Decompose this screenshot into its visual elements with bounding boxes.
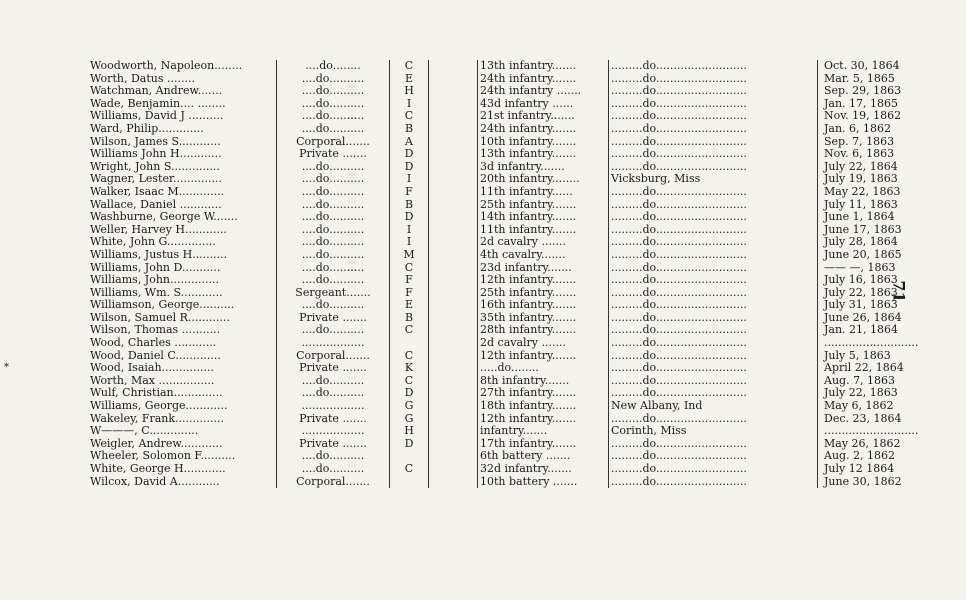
column-spacer [429,173,478,186]
soldier-name: Worth, Max ................ [90,374,215,387]
rank-cell: Private ....... [277,362,390,375]
rank-cell: ....do.......... [277,375,390,388]
regiment-cell: 20th infantry........ [480,173,580,186]
column-spacer [429,98,478,111]
rank-cell: Private ....... [277,413,390,426]
table-row [88,123,920,136]
regiment-cell: 25th infantry....... [480,198,577,211]
soldier-name: Worth, Datus ........ [90,72,195,85]
regiment-cell: 12th infantry....... [480,349,577,362]
company-cell: M [390,249,429,262]
column-spacer [429,476,478,489]
regiment-cell: 12th infantry....... [480,274,577,287]
date-cell: July 19, 1863 [824,173,898,186]
date-cell: —— —, 1863 [824,261,896,274]
table-row [88,199,920,212]
table-row [88,173,920,186]
company-cell: I [390,224,429,237]
rank-cell: Private ....... [277,438,390,451]
place-of-death-cell: Corinth, Miss [609,425,818,438]
column-spacer [429,350,478,363]
date-cell: May 6, 1862 [824,400,894,413]
regiment-cell: .....do........ [480,362,539,375]
roster-body [88,60,920,488]
soldier-name: White, George H............ [90,463,226,475]
place-of-death-cell: .........do.......................... [609,312,818,325]
column-spacer [429,199,478,212]
company-cell: E [390,73,429,86]
table-row [88,375,920,388]
place-of-death-cell: .........do.......................... [609,463,818,476]
regiment-cell: 24th infantry ....... [480,85,582,98]
rank-cell: Sergeant....... [277,287,390,300]
place-of-death-cell: .........do.......................... [609,123,818,136]
company-cell [390,450,429,463]
regiment-cell: 28th infantry....... [480,324,577,337]
column-spacer [429,438,478,451]
table-row [88,413,920,426]
soldier-name: Wood, Daniel C............. [90,349,221,362]
date-cell: July 12 1864 [824,463,895,475]
rank-cell: ....do.......... [277,161,390,174]
date-cell: Sep. 7, 1863 [824,135,895,148]
column-spacer [429,450,478,463]
company-cell: D [390,161,429,174]
date-cell: Aug. 2, 1862 [824,450,896,463]
table-row [88,148,920,161]
date-cell: April 22, 1864 [824,362,904,375]
table-row [88,299,920,312]
table-row [88,324,920,337]
table-row [88,362,920,375]
regiment-cell: 13th infantry....... [480,148,577,161]
regiment-cell: 35th infantry....... [480,311,577,324]
table-row [88,262,920,275]
place-of-death-cell: .........do.......................... [609,337,818,350]
place-of-death-cell: .........do.......................... [609,236,818,249]
column-spacer [429,299,478,312]
place-of-death-cell: .........do.......................... [609,98,818,111]
rank-cell: ....do.......... [277,123,390,136]
place-of-death-cell: .........do.......................... [609,476,818,489]
rank-cell: ....do.......... [277,224,390,237]
soldier-name: Wulf, Christian.............. [90,387,223,400]
place-of-death-cell: .........do.......................... [609,387,818,400]
rank-cell: ....do.......... [277,236,390,249]
table-row [88,463,920,476]
company-cell: B [390,199,429,212]
table-row [88,274,920,287]
company-cell: F [390,274,429,287]
column-spacer [429,60,478,73]
rank-cell: ....do.......... [277,262,390,275]
table-row [88,400,920,413]
rank-cell: Corporal....... [277,136,390,149]
rank-cell: Corporal....... [277,350,390,363]
regiment-cell: 18th infantry....... [480,400,577,413]
table-row [88,98,920,111]
rank-cell: ....do.......... [277,450,390,463]
rank-cell: ....do.......... [277,186,390,199]
place-of-death-cell: .........do.......................... [609,324,818,337]
column-spacer [429,337,478,350]
table-row [88,387,920,400]
date-cell: June 1, 1864 [824,211,895,224]
soldier-name: W———, C.............. [90,425,199,438]
company-cell: C [390,375,429,388]
place-of-death-cell: .........do.......................... [609,73,818,86]
rank-cell: Corporal....... [277,476,390,489]
table-row [88,136,920,149]
regiment-cell: 11th infantry....... [480,223,577,236]
rank-cell: ....do.......... [277,463,390,476]
company-cell: E [390,299,429,312]
regiment-cell: 6th battery ....... [480,450,571,463]
company-cell: D [390,148,429,161]
table-row [88,287,920,300]
column-spacer [429,274,478,287]
column-spacer [429,463,478,476]
company-cell: D [390,387,429,400]
place-of-death-cell: .........do.......................... [609,136,818,149]
date-cell: Jan. 17, 1865 [824,97,899,110]
table-row [88,161,920,174]
table-row [88,312,920,325]
company-cell: D [390,211,429,224]
regiment-cell: 10th infantry....... [480,135,577,148]
company-cell: K [390,362,429,375]
regiment-cell: 24th infantry....... [480,72,577,85]
column-spacer [429,123,478,136]
table-row [88,438,920,451]
place-of-death-cell: .........do.......................... [609,262,818,275]
soldier-name: Williams, George............ [90,400,228,413]
regiment-cell: 13th infantry....... [480,60,577,72]
date-cell: July 11, 1863 [824,198,898,211]
date-cell: July 16, 1863 [824,274,898,287]
column-spacer [429,110,478,123]
table-row [88,224,920,237]
column-spacer [429,387,478,400]
column-spacer [429,287,478,300]
soldier-name: Ward, Philip............. [90,122,204,135]
regiment-cell: 14th infantry....... [480,211,577,224]
regiment-cell: 23d infantry....... [480,261,572,274]
column-spacer [429,236,478,249]
soldier-name: Wilson, Thomas ........... [90,324,221,337]
regiment-cell: 11th infantry...... [480,185,573,198]
column-spacer [429,249,478,262]
page-number: 71 [889,280,909,303]
soldier-name: Wagner, Lester.............. [90,173,222,186]
soldier-name: Wheeler, Solomon F.......... [90,450,236,463]
soldier-name: Williams, Justus H.......... [90,248,228,261]
column-spacer [429,375,478,388]
date-cell: July 22, 1863 [824,286,898,299]
regiment-cell: infantry....... [480,425,548,438]
rank-cell: ....do.......... [277,199,390,212]
date-cell: July 28, 1864 [824,236,898,249]
date-cell: Sep. 29, 1863 [824,85,902,98]
rank-cell: ....do.......... [277,211,390,224]
place-of-death-cell: .........do.......................... [609,186,818,199]
regiment-cell: 17th infantry....... [480,437,577,450]
table-row [88,337,920,350]
company-cell: C [390,262,429,275]
soldier-name: Wilson, James S............ [90,135,221,148]
soldier-name: Williams, David J .......... [90,110,224,123]
place-of-death-cell: .........do.......................... [609,362,818,375]
regiment-cell: 3d infantry....... [480,160,565,173]
column-spacer [429,262,478,275]
place-of-death-cell: .........do.......................... [609,438,818,451]
company-cell: C [390,350,429,363]
column-spacer [429,324,478,337]
date-cell: ........................... [824,425,919,438]
company-cell: C [390,463,429,476]
soldier-name: Weigler, Andrew............ [90,437,223,450]
date-cell: July 31, 1863 [824,299,898,312]
regiment-cell: 24th infantry....... [480,122,577,135]
company-cell: A [390,136,429,149]
company-cell: I [390,98,429,111]
column-spacer [429,362,478,375]
soldier-name: Williams John H............ [90,148,222,161]
place-of-death-cell: .........do.......................... [609,211,818,224]
date-cell: July 22, 1864 [824,160,898,173]
table-row [88,350,920,363]
roster-table [88,60,920,488]
date-cell: Nov. 6, 1863 [824,148,895,161]
date-cell: Jan. 6, 1862 [824,122,892,135]
regiment-cell: 4th cavalry....... [480,248,566,261]
place-of-death-cell: .........do.......................... [609,375,818,388]
rank-cell: ....do.......... [277,299,390,312]
soldier-name: Weller, Harvey H............ [90,223,227,236]
date-cell: June 30, 1862 [824,475,902,488]
soldier-name: Woodworth, Napoleon........ [90,60,243,72]
place-of-death-cell: .........do.......................... [609,224,818,237]
column-spacer [429,425,478,438]
date-cell: ........................... [824,337,919,350]
soldier-name: Wakeley, Frank.............. [90,412,225,425]
soldier-name: Wright, John S.............. [90,160,220,173]
regiment-cell: 25th infantry....... [480,286,577,299]
regiment-cell: 32d infantry....... [480,463,572,475]
date-cell: Mar. 5, 1865 [824,72,895,85]
place-of-death-cell: .........do.......................... [609,249,818,262]
date-cell: Jan. 21, 1864 [824,324,899,337]
company-cell: I [390,236,429,249]
soldier-name: Wilcox, David A............ [90,475,220,488]
soldier-name: Watchman, Andrew....... [90,85,223,98]
soldier-name: Walker, Isaac M............. [90,185,225,198]
company-cell: H [390,425,429,438]
place-of-death-cell: .........do.......................... [609,450,818,463]
place-of-death-cell: .........do.......................... [609,110,818,123]
company-cell: F [390,186,429,199]
company-cell: C [390,110,429,123]
soldier-name: Williamson, George.......... [90,299,235,312]
soldier-name: Wood, Charles ............ [90,337,217,350]
regiment-cell: 2d cavalry ....... [480,337,566,350]
rank-cell: ....do.......... [277,73,390,86]
place-of-death-cell: .........do.......................... [609,287,818,300]
rank-cell: ....do.......... [277,85,390,98]
soldier-name: Wallace, Daniel ............ [90,198,222,211]
soldier-name: White, John G.............. [90,236,216,249]
regiment-cell: 12th infantry....... [480,412,577,425]
column-spacer [429,224,478,237]
date-cell: Aug. 7, 1863 [824,374,896,387]
table-row [88,211,920,224]
company-cell: G [390,413,429,426]
rank-cell: ....do.......... [277,173,390,186]
date-cell: May 22, 1863 [824,185,901,198]
soldier-name: Wood, Isaiah............... [90,362,214,375]
soldier-name: Williams, John.............. [90,274,219,287]
column-spacer [429,148,478,161]
rank-cell: ....do.......... [277,387,390,400]
company-cell: G [390,400,429,413]
column-spacer [429,400,478,413]
place-of-death-cell: .........do.......................... [609,413,818,426]
rank-cell: .................. [277,425,390,438]
rank-cell: ....do.......... [277,110,390,123]
company-cell: D [390,438,429,451]
column-spacer [429,73,478,86]
column-spacer [429,312,478,325]
place-of-death-cell: Vicksburg, Miss [609,173,818,186]
column-spacer [429,186,478,199]
date-cell: Oct. 30, 1864 [824,60,900,72]
date-cell: June 20, 1865 [824,248,902,261]
rank-cell: Private ....... [277,312,390,325]
date-cell: June 17, 1863 [824,223,902,236]
margin-mark: * [4,362,9,373]
regiment-cell: 8th infantry....... [480,374,570,387]
soldier-name: Washburne, George W....... [90,211,238,224]
table-row [88,476,920,489]
soldier-name: Wilson, Samuel R............ [90,311,230,324]
company-cell: I [390,173,429,186]
regiment-cell: 10th battery ....... [480,475,578,488]
soldier-name: Williams, Wm. S............ [90,286,223,299]
rank-cell: ....do.......... [277,324,390,337]
table-row [88,60,920,73]
regiment-cell: 2d cavalry ....... [480,236,566,249]
company-cell [390,337,429,350]
date-cell: July 22, 1863 [824,387,898,400]
regiment-cell: 27th infantry....... [480,387,577,400]
place-of-death-cell: .........do.......................... [609,161,818,174]
column-spacer [429,161,478,174]
date-cell: July 5, 1863 [824,349,891,362]
table-row [88,110,920,123]
place-of-death-cell: .........do.......................... [609,85,818,98]
table-row [88,236,920,249]
regiment-cell: 16th infantry....... [480,299,577,312]
column-spacer [429,136,478,149]
rank-cell: ....do.......... [277,249,390,262]
date-cell: Dec. 23, 1864 [824,412,902,425]
place-of-death-cell: .........do.......................... [609,350,818,363]
table-row [88,186,920,199]
place-of-death-cell: .........do.......................... [609,274,818,287]
table-row [88,425,920,438]
soldier-name: Williams, John D........... [90,261,221,274]
regiment-cell: 21st infantry....... [480,110,575,123]
company-cell: C [390,60,429,73]
column-spacer [429,211,478,224]
soldier-name: Wade, Benjamin.... ........ [90,97,226,110]
company-cell [390,476,429,489]
rank-cell: .................. [277,337,390,350]
company-cell: B [390,123,429,136]
place-of-death-cell: .........do.......................... [609,60,818,73]
company-cell: B [390,312,429,325]
rank-cell: Private ....... [277,148,390,161]
date-cell: June 26, 1864 [824,311,902,324]
company-cell: F [390,287,429,300]
regiment-cell: 43d infantry ...... [480,97,574,110]
date-cell: May 26, 1862 [824,437,901,450]
table-row [88,73,920,86]
rank-cell: .................. [277,400,390,413]
rank-cell: ....do.......... [277,98,390,111]
place-of-death-cell: .........do.......................... [609,299,818,312]
rank-cell: ....do.......... [277,274,390,287]
rank-cell: ....do........ [277,60,390,73]
table-row [88,85,920,98]
place-of-death-cell: .........do.......................... [609,199,818,212]
column-spacer [429,413,478,426]
table-row [88,450,920,463]
table-row [88,249,920,262]
column-spacer [429,85,478,98]
place-of-death-cell: New Albany, Ind [609,400,818,413]
place-of-death-cell: .........do.......................... [609,148,818,161]
date-cell: Nov. 19, 1862 [824,110,902,123]
company-cell: C [390,324,429,337]
company-cell: H [390,85,429,98]
